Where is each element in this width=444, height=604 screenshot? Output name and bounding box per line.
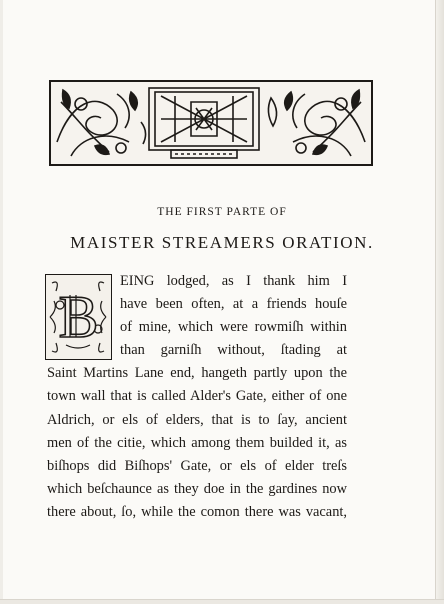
floral-ornament-icon: [51, 82, 371, 164]
body-line: have been often, at a friends houſe: [120, 296, 347, 313]
page-bottom-edge: [0, 599, 444, 604]
dropcap-ornament: [45, 274, 112, 360]
body-line: Saint Martins Lane end, hangeth partly upon the: [47, 365, 347, 382]
page-right-edge: [435, 0, 444, 604]
body-line: biſhops did Biſhops' Gate, or els of elder treſs: [47, 457, 347, 474]
body-line: Aldrich, or els of elders, that is to ſay, ancient: [47, 411, 347, 428]
body-line: there about, ſo, while the comon there was vacant,: [47, 503, 347, 520]
body-line: of mine, which were rowmiſh within: [120, 319, 347, 336]
body-line: town wall that is called Alder's Gate, either of one: [47, 388, 347, 405]
svg-text:B: B: [58, 284, 99, 350]
illuminated-initial-b-icon: [46, 275, 111, 359]
body-line: than garniſh without, ſtading at: [120, 342, 347, 359]
page-title: MAISTER STREAMERS ORATION.: [70, 233, 374, 252]
section-heading: THE FIRST PARTE OF: [157, 206, 287, 218]
page-left-edge: [0, 0, 3, 604]
body-line: which beſchaunce as they doe in the gardines now: [47, 480, 347, 497]
body-line: EING lodged, as I thank him I: [120, 273, 347, 289]
body-line: men of the citie, which among them builded it, as: [47, 434, 347, 451]
body-text: [47, 270, 347, 524]
floral-headpiece-ornament: [49, 80, 373, 166]
